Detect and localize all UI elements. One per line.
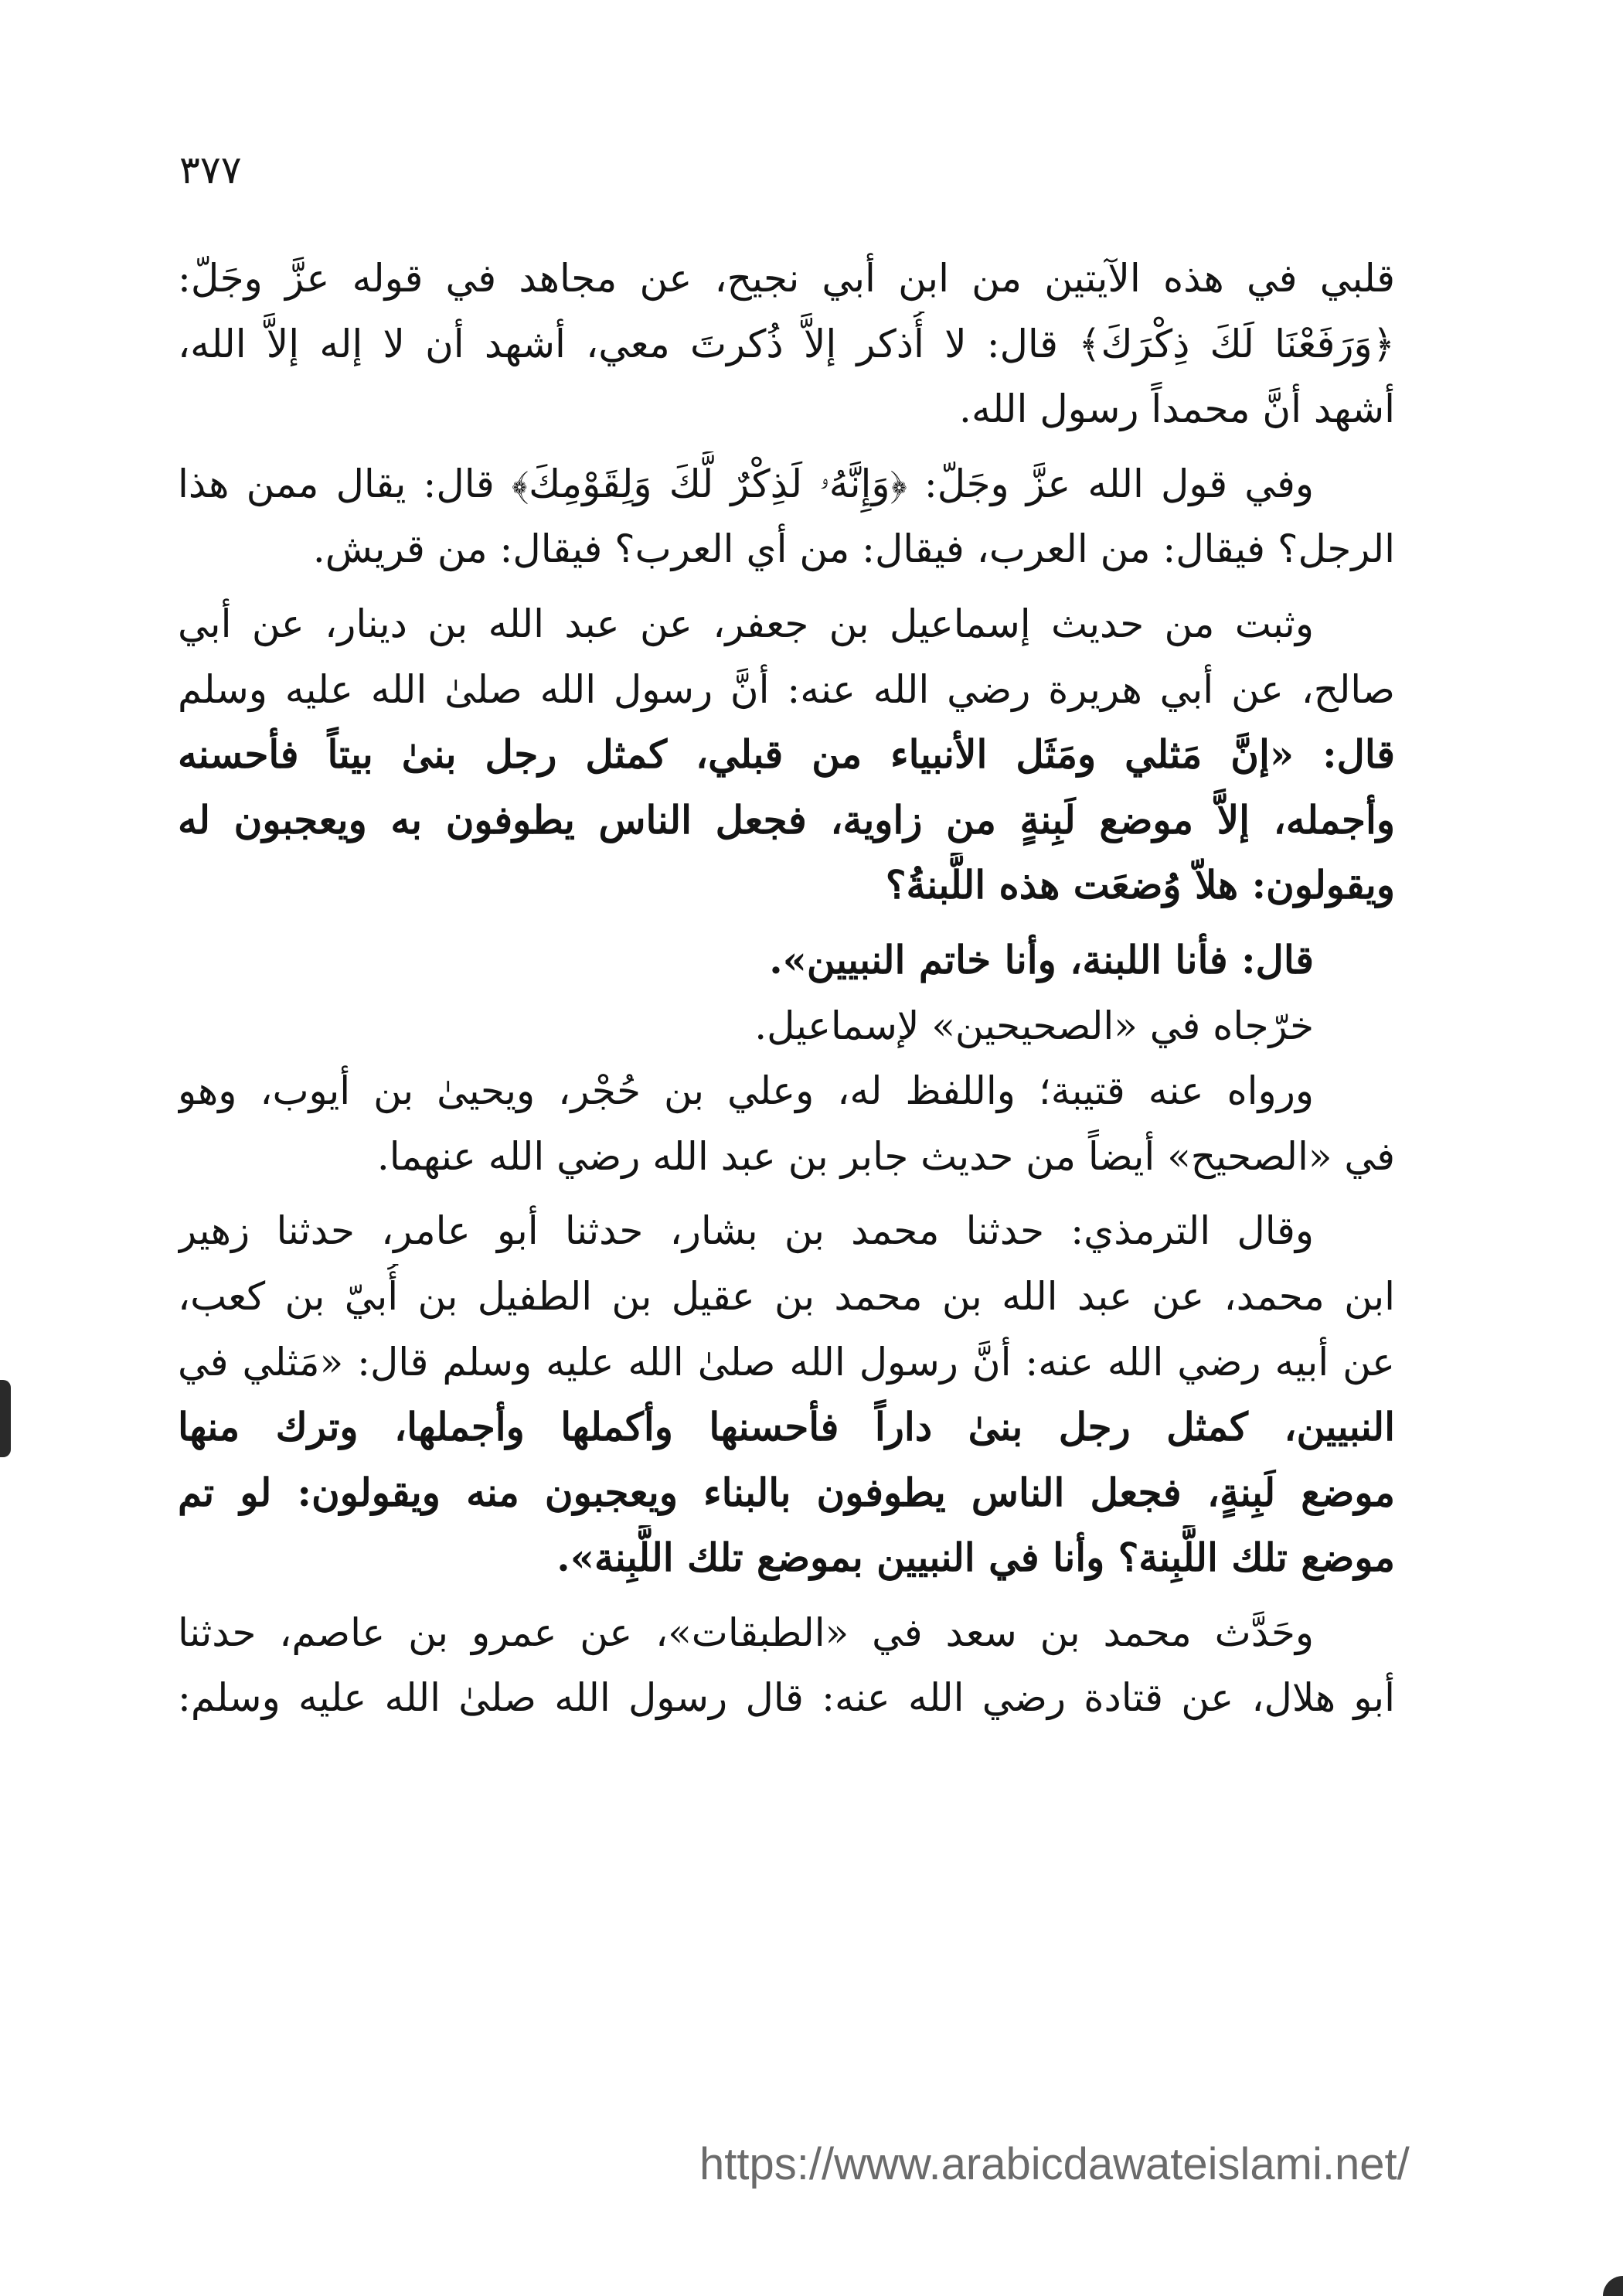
- text-line: النبيين، كمثل رجل بنىٰ داراً فأحسنها وأكملها وأجملها، وترك منها: [178, 1404, 1395, 1450]
- text-line: موضع لَبِنةٍ، فجعل الناس يطوفون بالبناء ويعجبون منه ويقولون: لو تم: [178, 1469, 1395, 1515]
- text-line: أبو هلال، عن قتادة رضي الله عنه: قال رسول الله صلىٰ الله عليه وسلم:: [178, 1675, 1395, 1721]
- paragraph-gap: [178, 442, 1395, 451]
- text-line: وأجمله، إلاَّ موضع لَبِنةٍ من زاوية، فجعل الناس يطوفون به ويعجبون له: [178, 796, 1395, 843]
- scan-margin-mark: [0, 1380, 11, 1457]
- text-line: قال: فأنا اللبنة، وأنا خاتم النبيين».: [769, 936, 1314, 983]
- text-line: ويقولون: هلاّ وُضعَت هذه اللَّبنةُ؟: [885, 862, 1395, 908]
- text-line: قال: «إنَّ مَثلي ومَثَل الأنبياء من قبلي، كمثل رجل بنىٰ بيتاً فأحسنه: [178, 731, 1395, 778]
- paragraph-gap: [178, 582, 1395, 591]
- text-line: وحَدَّث محمد بن سعد في «الطبقات»، عن عمرو بن عاصم، حدثنا: [178, 1610, 1314, 1655]
- body-text: [178, 246, 1395, 1731]
- paragraph-gap: [178, 918, 1395, 928]
- text-line: ابن محمد، عن عبد الله بن محمد بن عقيل بن الطفيل بن أُبيّ بن كعب،: [178, 1273, 1395, 1319]
- text-line: في «الصحيح» أيضاً من حديث جابر بن عبد الله رضي الله عنهما.: [376, 1133, 1395, 1179]
- text-line: ورواه عنه قتيبة؛ واللفظ له، وعلي بن حُجْر، ويحيىٰ بن أيوب، وهو: [178, 1068, 1314, 1114]
- website-url-watermark: https://www.arabicdawateislami.net/: [699, 2139, 1410, 2189]
- text-line: وقال الترمذي: حدثنا محمد بن بشار، حدثنا أبو عامر، حدثنا زهير: [178, 1208, 1314, 1254]
- text-line: وثبت من حديث إسماعيل بن جعفر، عن عبد الله بن دينار، عن أبي: [178, 601, 1314, 646]
- text-line: خرّجاه في «الصحيحين» لإسماعيل.: [754, 1003, 1314, 1048]
- scan-corner-mark: [1603, 2276, 1623, 2296]
- text-line: أشهد أنَّ محمداً رسول الله.: [959, 387, 1395, 432]
- text-line: وفي قول الله عزَّ وجَلّ: ﴿وَإِنَّهُۥ لَذِكْرٌ لَّكَ وَلِقَوْمِكَ﴾ قال: يقال ممن هذا: [178, 461, 1314, 506]
- paragraph-gap: [178, 1591, 1395, 1600]
- paragraph-gap: [178, 1189, 1395, 1198]
- text-line: قلبي في هذه الآيتين من ابن أبي نجيح، عن مجاهد في قوله عزَّ وجَلّ:: [178, 256, 1395, 301]
- text-line: صالح، عن أبي هريرة رضي الله عنه: أنَّ رسول الله صلىٰ الله عليه وسلم: [178, 666, 1395, 712]
- text-line: ﴿وَرَفَعْنَا لَكَ ذِكْرَكَ﴾ قال: لا أُذكر إلاَّ ذُكرتَ معي، أشهد أن لا إله إلاَّ الله،: [178, 321, 1395, 366]
- text-line: موضع تلك اللَّبِنة؟ وأنا في النبيين بموضع تلك اللَّبِنة».: [556, 1535, 1395, 1581]
- text-line: عن أبيه رضي الله عنه: أنَّ رسول الله صلىٰ الله عليه وسلم قال: «مَثلي في: [178, 1339, 1395, 1385]
- text-line: الرجل؟ فيقال: من العرب، فيقال: من أي العرب؟ فيقال: من قريش.: [312, 526, 1395, 572]
- page-number: ٣٧٧: [179, 148, 242, 192]
